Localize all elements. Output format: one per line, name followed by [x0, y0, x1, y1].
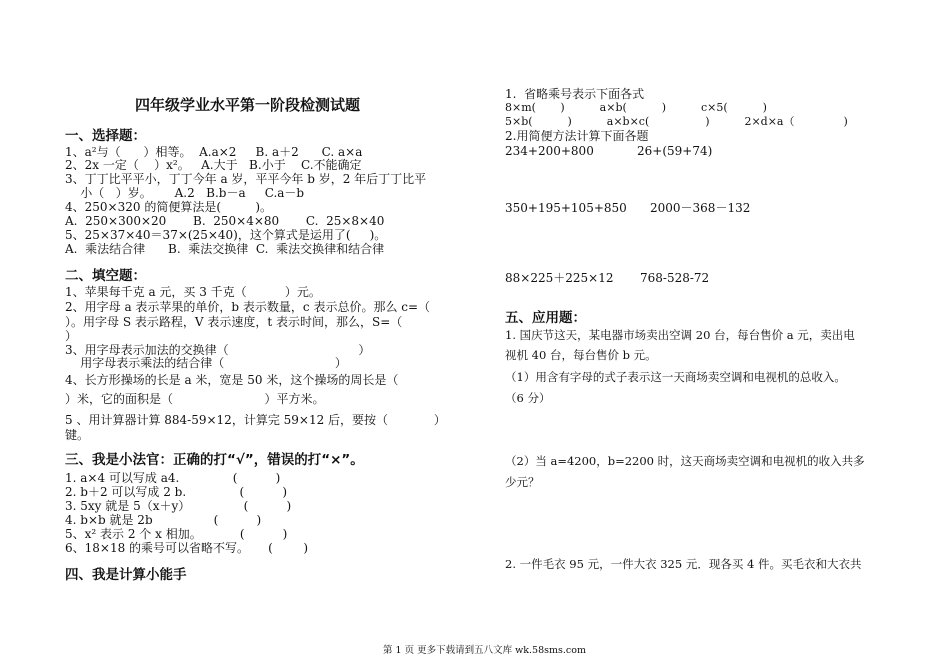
omit-sign-row: 5×b( ) a×b×c( ) 2×d×a（ ): [505, 115, 848, 128]
choice-line: 3、丁丁比平平小，丁丁今年 a 岁，平平今年 b 岁，2 年后丁丁比平: [65, 172, 427, 186]
fill-line: 键。: [65, 428, 90, 442]
judge-line: 3. 5xy 就是 5（x＋y） ( ): [65, 499, 292, 513]
page-footer: 第 1 页 更多下载请到五八文库 wk.58sms.com: [383, 645, 586, 656]
problem-line: （2）当 a=4200，b=2200 时，这天商场卖空调和电视机的收入共多: [505, 454, 865, 468]
judge-line: 1. a×4 可以写成 a4. ( ): [65, 471, 281, 485]
omit-sign-heading: 1. 省略乘号表示下面各式: [505, 87, 645, 101]
choice-line: A. 250×300×20 B. 250×4×80 C. 25×8×40: [65, 214, 385, 228]
fill-line: ）: [65, 329, 78, 343]
section-judge-heading: 三、我是小法官：正确的打“√”，错误的打“×”。: [65, 452, 364, 468]
calc-expression: 350+195+105+850: [505, 201, 627, 215]
fill-line: 用字母表示乘法的结合律（ ）: [65, 356, 347, 370]
fill-line: 4、长方形操场的长是 a 米，宽是 50 米，这个操场的周长是（: [65, 373, 399, 387]
calc-expression: 26+(59+74): [637, 144, 713, 158]
section-calc-heading: 四、我是计算小能手: [65, 567, 187, 583]
judge-line: 5、x² 表示 2 个 x 相加。 ( ): [65, 527, 288, 541]
section-choice-heading: 一、选择题：: [65, 128, 146, 144]
section-fill-heading: 二、填空题：: [65, 268, 146, 284]
choice-line: 小（ ）岁。 A.2 B.b－a C.a－b: [65, 186, 305, 200]
choice-line: 1、a²与（ ）相等。 A.a×2 B. a＋2 C. a×a: [65, 145, 363, 159]
problem-line: （6 分）: [505, 391, 551, 405]
fill-line: 2、用字母 a 表示苹果的单价，b 表示数量，c 表示总价。那么 c=（: [65, 300, 431, 314]
problem-line: 少元？: [505, 475, 540, 489]
problem-line: （1）用含有字母的式子表示这一天商场卖空调和电视机的总收入。: [505, 370, 846, 384]
fill-line: 1、苹果每千克 a 元，买 3 千克（ ）元。: [65, 285, 321, 299]
fill-line: 5 、用计算器计算 884-59×12，计算完 59×12 后，要按（ ）: [65, 413, 446, 427]
calc-expression: 768-528-72: [640, 271, 710, 285]
calc-expression: 234+200+800: [505, 144, 594, 158]
problem-line: 视机 40 台，每台售价 b 元。: [505, 348, 657, 362]
omit-sign-row: 8×m( ) a×b( ) c×5( ): [505, 101, 767, 114]
judge-line: 2. b＋2 可以写成 2 b. ( ): [65, 485, 288, 499]
simple-calc-heading: 2.用简便方法计算下面各题: [505, 129, 649, 143]
judge-line: 4. b×b 就是 2b ( ): [65, 513, 262, 527]
judge-line: 6、18×18 的乘号可以省略不写。 ( ): [65, 541, 308, 555]
problem-line: 2. 一件毛衣 95 元，一件大衣 325 元．现各买 4 件。买毛衣和大衣共: [505, 557, 862, 571]
fill-line: ）米，它的面积是（ ）平方米。: [65, 392, 325, 406]
calc-expression: 88×225＋225×12: [505, 271, 614, 285]
choice-line: 2、2x 一定（ ）x²。 A.大于 B.小于 C.不能确定: [65, 158, 362, 172]
choice-line: A. 乘法结合律 B. 乘法交换律 C. 乘法交换律和结合律: [65, 242, 385, 256]
fill-line: ）。用字母 S 表示路程，V 表示速度，t 表示时间，那么，S=（: [65, 315, 403, 329]
exam-title: 四年级学业水平第一阶段检测试题: [135, 96, 361, 114]
fill-line: 3、用字母表示加法的交换律（ ）: [65, 343, 371, 357]
choice-line: 5、25×37×40＝37×(25×40)，这个算式是运用了( )。: [65, 228, 387, 242]
calc-expression: 2000－368－132: [650, 201, 751, 215]
problem-line: 1. 国庆节这天，某电器市场卖出空调 20 台，每台售价 a 元，卖出电: [505, 328, 855, 342]
section-application-heading: 五、应用题：: [505, 310, 586, 326]
choice-line: 4、250×320 的简便算法是( )。: [65, 200, 273, 214]
